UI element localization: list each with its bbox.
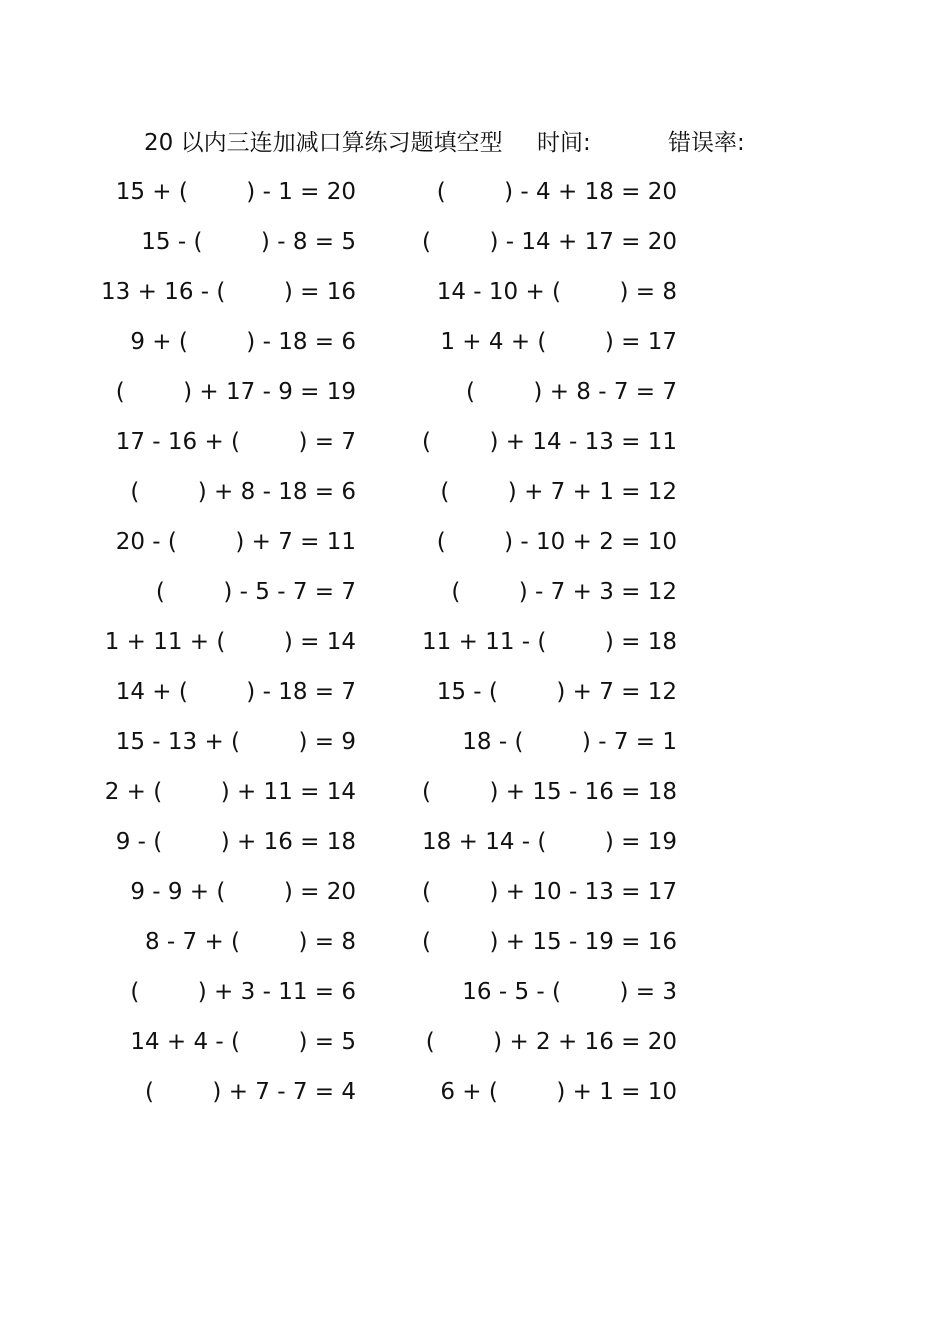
problem-row bbox=[0, 172, 950, 212]
problem-row bbox=[0, 822, 950, 862]
problem-right: 18 + 14 - ( ) = 19 bbox=[422, 829, 677, 855]
problem-row bbox=[0, 522, 950, 562]
problem-row bbox=[0, 772, 950, 812]
worksheet-header bbox=[144, 124, 784, 162]
problem-left: 15 - 13 + ( ) = 9 bbox=[115, 729, 356, 755]
problem-right: ( ) + 10 - 13 = 17 bbox=[422, 879, 677, 905]
problem-right: 1 + 4 + ( ) = 17 bbox=[440, 329, 677, 355]
problem-right: ( ) + 14 - 13 = 11 bbox=[422, 429, 677, 455]
problem-left: 8 - 7 + ( ) = 8 bbox=[144, 929, 356, 955]
problem-left: 14 + ( ) - 18 = 7 bbox=[115, 679, 356, 705]
problem-row bbox=[0, 922, 950, 962]
problem-row bbox=[0, 722, 950, 762]
problem-right: 14 - 10 + ( ) = 8 bbox=[436, 279, 677, 305]
problem-left: 9 - 9 + ( ) = 20 bbox=[130, 879, 356, 905]
problem-row bbox=[0, 1072, 950, 1112]
problem-right: 18 - ( ) - 7 = 1 bbox=[462, 729, 677, 755]
problem-right: ( ) + 8 - 7 = 7 bbox=[465, 379, 677, 405]
problem-left: 2 + ( ) + 11 = 14 bbox=[104, 779, 356, 805]
problem-right: 11 + 11 - ( ) = 18 bbox=[422, 629, 677, 655]
problem-left: 14 + 4 - ( ) = 5 bbox=[130, 1029, 356, 1055]
problem-left: ( ) + 3 - 11 = 6 bbox=[130, 979, 356, 1005]
problem-left: 1 + 11 + ( ) = 14 bbox=[104, 629, 356, 655]
problem-row bbox=[0, 1022, 950, 1062]
problem-right: 16 - 5 - ( ) = 3 bbox=[462, 979, 677, 1005]
problem-left: 9 + ( ) - 18 = 6 bbox=[130, 329, 356, 355]
problem-left: ( ) - 5 - 7 = 7 bbox=[155, 579, 356, 605]
problem-right: ( ) + 7 + 1 = 12 bbox=[440, 479, 677, 505]
problem-row bbox=[0, 272, 950, 312]
problem-row bbox=[0, 372, 950, 412]
problem-left: ( ) + 17 - 9 = 19 bbox=[115, 379, 356, 405]
problem-row bbox=[0, 622, 950, 662]
problem-right: ( ) - 10 + 2 = 10 bbox=[436, 529, 677, 555]
problem-right: 6 + ( ) + 1 = 10 bbox=[440, 1079, 677, 1105]
time-label: 时间: bbox=[537, 130, 591, 156]
worksheet-title: 20 以内三连加减口算练习题填空型 bbox=[144, 130, 503, 156]
problem-left: 9 - ( ) + 16 = 18 bbox=[115, 829, 356, 855]
problem-right: ( ) - 4 + 18 = 20 bbox=[436, 179, 677, 205]
error-rate-label: 错误率: bbox=[668, 130, 745, 156]
problem-row bbox=[0, 672, 950, 712]
problem-left: 13 + 16 - ( ) = 16 bbox=[101, 279, 356, 305]
problem-row bbox=[0, 572, 950, 612]
problem-right: ( ) + 15 - 16 = 18 bbox=[422, 779, 677, 805]
problem-left: 17 - 16 + ( ) = 7 bbox=[115, 429, 356, 455]
problem-right: ( ) + 2 + 16 = 20 bbox=[425, 1029, 677, 1055]
problem-right: ( ) - 14 + 17 = 20 bbox=[422, 229, 677, 255]
problem-right: 15 - ( ) + 7 = 12 bbox=[436, 679, 677, 705]
problem-row bbox=[0, 422, 950, 462]
problem-left: ( ) + 8 - 18 = 6 bbox=[130, 479, 356, 505]
problem-row bbox=[0, 972, 950, 1012]
problem-right: ( ) - 7 + 3 = 12 bbox=[451, 579, 677, 605]
problem-row bbox=[0, 222, 950, 262]
problem-left: 15 + ( ) - 1 = 20 bbox=[115, 179, 356, 205]
problem-left: ( ) + 7 - 7 = 4 bbox=[144, 1079, 356, 1105]
problem-row bbox=[0, 872, 950, 912]
problem-right: ( ) + 15 - 19 = 16 bbox=[422, 929, 677, 955]
problem-left: 15 - ( ) - 8 = 5 bbox=[141, 229, 356, 255]
problem-left: 20 - ( ) + 7 = 11 bbox=[115, 529, 356, 555]
problem-row bbox=[0, 322, 950, 362]
problem-row bbox=[0, 472, 950, 512]
